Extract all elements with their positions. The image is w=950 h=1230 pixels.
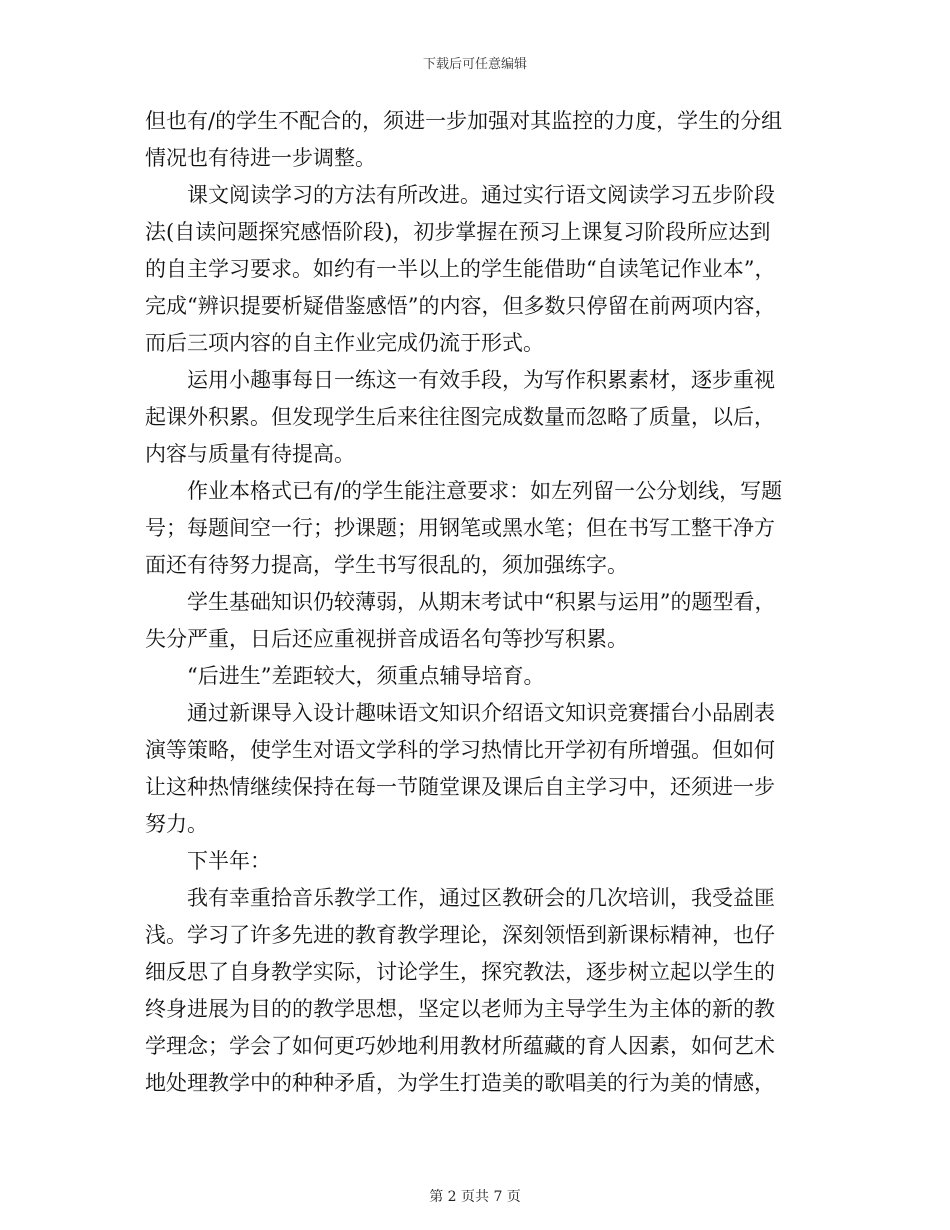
paragraph <box>145 362 807 473</box>
text-line: 号；每题间空一行；抄课题；用钢笔或黑水笔；但在书写工整干净方 <box>145 516 775 540</box>
text-line: 浅。学习了许多先进的教育教学理论，深刻领悟到新课标精神，也仔 <box>145 923 775 947</box>
text-line: 而后三项内容的自主作业完成仍流于形式。 <box>145 331 544 355</box>
paragraph <box>145 880 807 1102</box>
text-line: 但也有/的学生不配合的，须进一步加强对其监控的力度，学生的分组 <box>145 109 783 133</box>
paragraph <box>145 584 807 658</box>
text-line: 失分严重，日后还应重视拼音成语名句等抄写积累。 <box>145 627 628 651</box>
text-line: 面还有待努力提高，学生书写很乱的，须加强练字。 <box>145 553 628 577</box>
paragraph <box>145 658 807 695</box>
paragraph <box>145 695 807 843</box>
text-line: 我有幸重拾音乐教学工作，通过区教研会的几次培训，我受益匪 <box>187 886 775 910</box>
document-body <box>145 103 807 1102</box>
paragraph <box>145 177 807 362</box>
text-line: 地处理教学中的种种矛盾，为学生打造美的歌唱美的行为美的情感， <box>145 1071 775 1095</box>
text-line: 起课外积累。但发现学生后来往往图完成数量而忽略了质量，以后， <box>145 405 775 429</box>
text-line: 学生基础知识仍较薄弱，从期末考试中“积累与运用”的题型看， <box>187 590 776 614</box>
paragraph <box>145 103 807 177</box>
text-line: 作业本格式已有/的学生能注意要求：如左列留一公分划线，写题 <box>187 479 783 503</box>
text-line: 完成“辨识提要析疑借鉴感悟”的内容，但多数只停留在前两项内容， <box>145 294 776 318</box>
text-line: 演等策略，使学生对语文学科的学习热情比开学初有所增强。但如何 <box>145 738 775 762</box>
text-line: 内容与质量有待提高。 <box>145 442 355 466</box>
section-heading <box>145 843 807 880</box>
page-footer: 第 2 页共 7 页 <box>429 1189 521 1205</box>
text-line: 情况也有待进一步调整。 <box>145 146 376 170</box>
text-line: 努力。 <box>145 812 208 836</box>
text-line: 让这种热情继续保持在每一节随堂课及课后自主学习中，还须进一步 <box>145 775 775 799</box>
text-line: 的自主学习要求。如约有一半以上的学生能借助“自读笔记作业本”， <box>145 257 776 281</box>
paragraph <box>145 473 807 584</box>
text-line: 下半年： <box>187 849 271 873</box>
text-line: 终身进展为目的的教学思想，坚定以老师为主导学生为主体的新的教 <box>145 997 775 1021</box>
text-line: 运用小趣事每日一练这一有效手段，为写作积累素材，逐步重视 <box>187 368 775 392</box>
text-line: 法(自读问题探究感悟阶段)，初步掌握在预习上课复习阶段所应达到 <box>145 220 771 244</box>
text-line: 通过新课导入设计趣味语文知识介绍语文知识竞赛擂台小品剧表 <box>187 701 775 725</box>
text-line: 课文阅读学习的方法有所改进。通过实行语文阅读学习五步阶段 <box>187 183 775 207</box>
text-line: 学理念；学会了如何更巧妙地利用教材所蕴藏的育人因素，如何艺术 <box>145 1034 775 1058</box>
text-line: “后进生”差距较大，须重点辅导培育。 <box>187 664 545 688</box>
text-line: 细反思了自身教学实际，讨论学生，探究教法，逐步树立起以学生的 <box>145 960 775 984</box>
page-header: 下载后可任意编辑 <box>422 57 527 72</box>
